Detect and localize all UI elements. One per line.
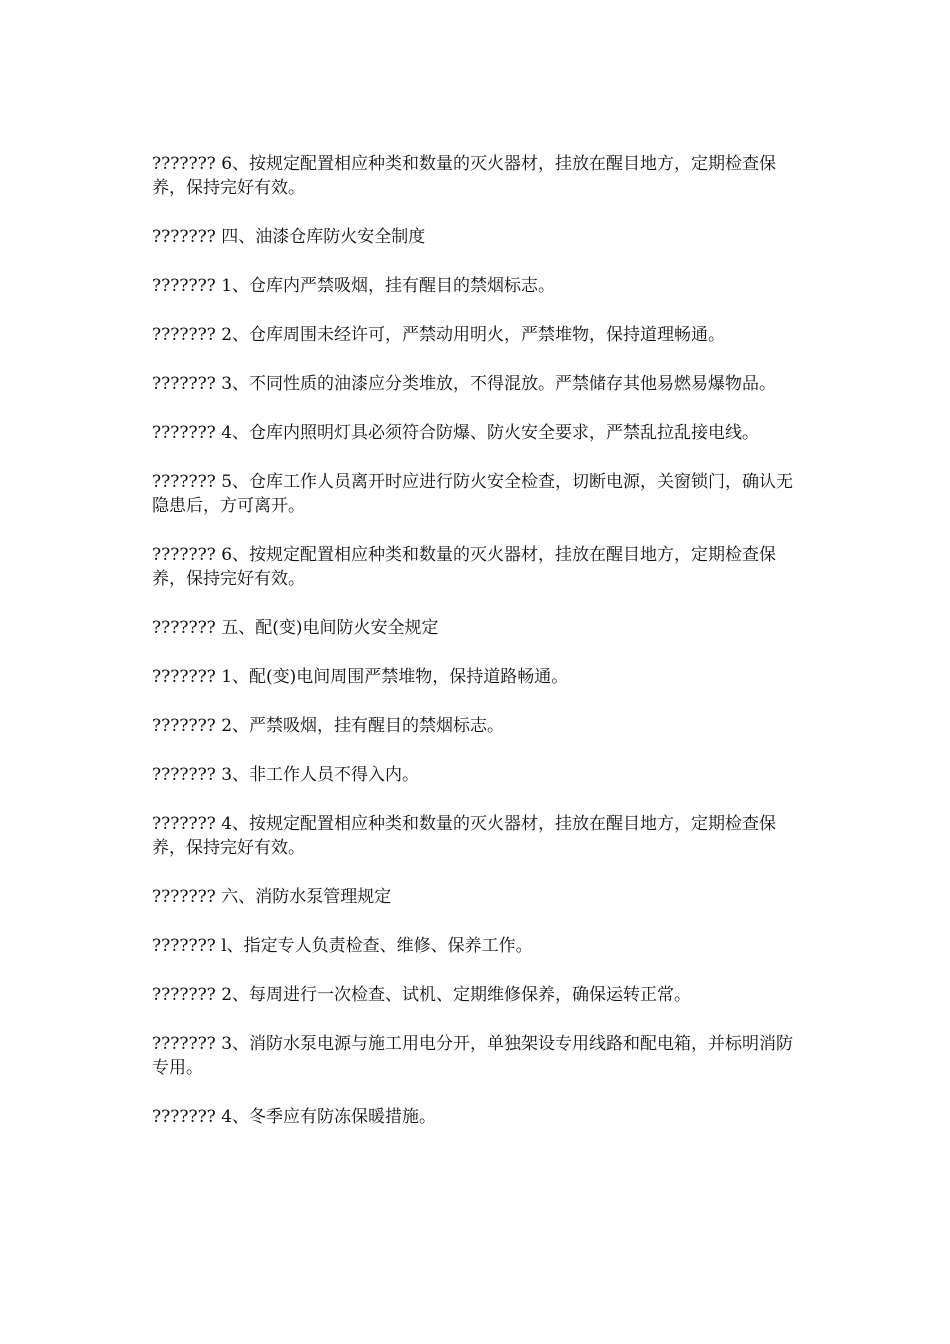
paragraph: ??????? 2、仓库周围未经许可，严禁动用明火，严禁堆物，保持道理畅通。	[152, 325, 726, 345]
section-heading: ??????? 六、消防水泵管理规定	[152, 887, 392, 907]
paragraph: ??????? 4、仓库内照明灯具必须符合防爆、防火安全要求，严禁乱拉乱接电线。	[152, 423, 760, 443]
paragraph: ??????? 4、冬季应有防冻保暖措施。	[152, 1107, 437, 1127]
paragraph: ??????? 3、非工作人员不得入内。	[152, 765, 420, 785]
section-heading: ??????? 五、配(变)电间防火安全规定	[152, 618, 439, 638]
paragraph: ??????? 3、消防水泵电源与施工用电分开，单独架设专用线路和配电箱，并标明消防专用。	[152, 1034, 794, 1078]
paragraph: ??????? 2、每周进行一次检查、试机、定期维修保养，确保运转正常。	[152, 985, 692, 1005]
paragraph: ??????? 4、按规定配置相应种类和数量的灭火器材，挂放在醒目地方，定期检查保养，保持完好有效。	[152, 814, 777, 858]
document-body	[152, 152, 802, 1154]
section-heading: ??????? 四、油漆仓库防火安全制度	[152, 227, 426, 247]
paragraph: ??????? 3、不同性质的油漆应分类堆放，不得混放。严禁储存其他易燃易爆物品。	[152, 374, 777, 394]
paragraph: ??????? 6、按规定配置相应种类和数量的灭火器材，挂放在醒目地方，定期检查保养，保持完好有效。	[152, 154, 777, 198]
paragraph: ??????? 6、按规定配置相应种类和数量的灭火器材，挂放在醒目地方，定期检查保养，保持完好有效。	[152, 545, 777, 589]
paragraph: ??????? 1、仓库内严禁吸烟，挂有醒目的禁烟标志。	[152, 276, 556, 296]
paragraph: ??????? 5、仓库工作人员离开时应进行防火安全检查，切断电源，关窗锁门，确认无隐患后，方可离开。	[152, 472, 794, 516]
paragraph: ??????? l、指定专人负责检查、维修、保养工作。	[152, 936, 533, 956]
paragraph: ??????? 1、配(变)电间周围严禁堆物，保持道路畅通。	[152, 667, 569, 687]
paragraph: ??????? 2、严禁吸烟，挂有醒目的禁烟标志。	[152, 716, 505, 736]
